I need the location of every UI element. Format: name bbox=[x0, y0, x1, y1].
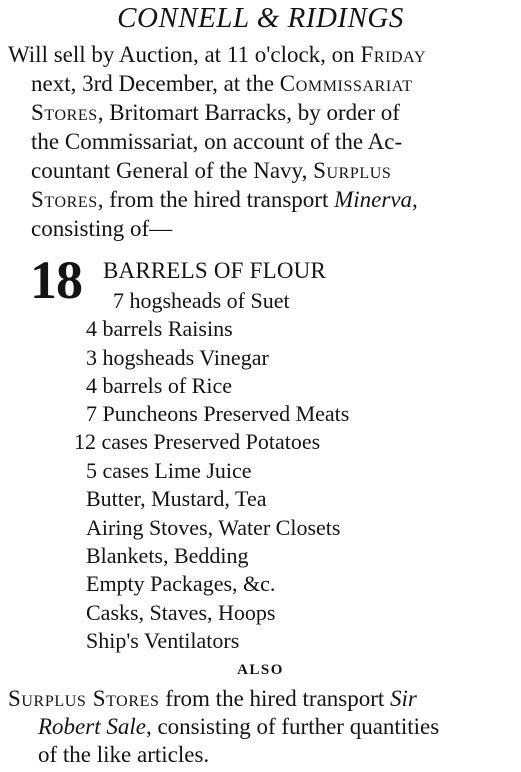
list-item: 3 hogsheads Vinegar bbox=[86, 345, 269, 370]
intro-text: , from the hired transport bbox=[97, 187, 335, 212]
closing-paragraph bbox=[8, 685, 518, 769]
intro-line bbox=[8, 40, 516, 69]
list-item: 7 hogsheads of Suet bbox=[113, 288, 290, 313]
intro-paragraph bbox=[8, 40, 516, 243]
intro-text: countant General of the Navy, bbox=[31, 158, 314, 183]
closing-text: , consisting of further quantities bbox=[145, 714, 440, 739]
intro-line bbox=[8, 156, 516, 185]
intro-line bbox=[8, 69, 516, 98]
ship-name: Minerva bbox=[334, 187, 413, 212]
list-item: Ship's Ventilators bbox=[86, 628, 240, 653]
list-item: Butter, Mustard, Tea bbox=[86, 486, 267, 511]
intro-line bbox=[8, 185, 516, 214]
intro-line: consisting of— bbox=[31, 216, 173, 241]
also-divider: ALSO bbox=[237, 662, 284, 678]
intro-text: , bbox=[412, 187, 418, 212]
sale-day: Friday bbox=[360, 42, 427, 67]
closing-line bbox=[8, 685, 518, 713]
closing-line bbox=[8, 713, 518, 741]
lead-item: BARRELS OF FLOUR bbox=[103, 258, 327, 283]
closing-line: of the like articles. bbox=[38, 742, 210, 767]
intro-text: next, 3rd December, at the bbox=[31, 71, 280, 96]
list-item: Casks, Staves, Hoops bbox=[86, 600, 276, 625]
intro-text: , Britomart Barracks, by order of bbox=[97, 100, 400, 125]
list-item: Airing Stoves, Water Closets bbox=[86, 515, 341, 540]
closing-text: from the hired transport bbox=[159, 686, 391, 711]
intro-smallcaps: Stores bbox=[31, 187, 98, 212]
list-item: 12 cases Preserved Potatoes bbox=[74, 429, 321, 454]
intro-line bbox=[8, 98, 516, 127]
list-item: 7 Puncheons Preserved Meats bbox=[86, 401, 350, 426]
closing-smallcaps: Surplus Stores bbox=[8, 686, 160, 711]
auctioneer-heading: CONNELL & RIDINGS bbox=[117, 2, 404, 34]
list-item: 4 barrels of Rice bbox=[86, 373, 232, 398]
list-item: Blankets, Bedding bbox=[86, 543, 249, 568]
lead-quantity: 18 bbox=[30, 250, 82, 310]
intro-text: Will sell by Auction, at 11 o'clock, on bbox=[8, 42, 361, 67]
ship-name: Sir bbox=[390, 686, 417, 711]
intro-smallcaps: Stores bbox=[31, 100, 98, 125]
list-item: 5 cases Lime Juice bbox=[86, 458, 252, 483]
list-item: Empty Packages, &c. bbox=[86, 571, 276, 596]
intro-smallcaps: Commissariat bbox=[279, 71, 413, 96]
ship-name: Robert Sale bbox=[38, 714, 146, 739]
list-item: 4 barrels Raisins bbox=[86, 316, 233, 341]
intro-smallcaps: Surplus bbox=[313, 158, 392, 183]
intro-line: the Commissariat, on account of the Ac- bbox=[31, 129, 403, 154]
